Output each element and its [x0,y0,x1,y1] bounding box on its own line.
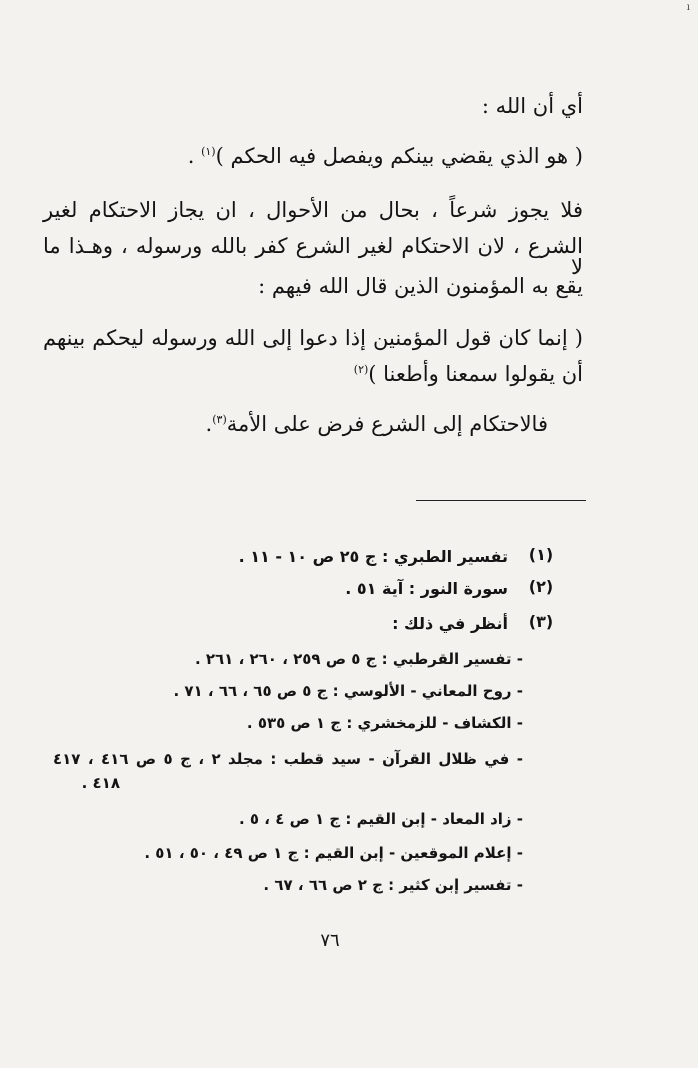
footnote-1: تفسير الطبري : ج ٢٥ ص ١٠ - ١١ . [238,547,508,566]
conclusion-text: فالاحتكام إلى الشرع فرض على الأمة [226,412,548,436]
quran-quote-2-end: أن يقولوا سمعنا وأطعنا ) [368,362,583,386]
footnote-ref-2: (٢) [353,363,369,376]
corner-tick-mark: ı [686,2,690,13]
body-line-1: أي أن الله : [481,94,583,118]
footnote-3-source-3: - الكشاف - للزمخشري : ج ١ ص ٥٣٥ . [246,714,523,732]
body-line-3: فلا يجوز شرعاً ، بحال من الأحوال ، ان يجاز الاحتكام لغير [43,198,583,222]
body-line-8-end: . [205,412,213,436]
footnote-ref-3: (٣) [212,413,227,426]
body-line-8 [206,414,548,435]
footnote-number-2: (٢) [528,577,554,596]
body-line-2-end: . [187,144,202,168]
page-number: ٧٦ [320,930,340,951]
footnote-3-source-6: - إعلام الموقعين - إبن القيم : ج ١ ص ٤٩ ، ٥٠ ، ٥١ . [144,844,523,862]
footnote-3-source-1: - تفسير القرطبي : ج ٥ ص ٢٥٩ ، ٢٦٠ ، ٢٦١ . [194,650,523,668]
body-line-6: ( إنما كان قول المؤمنين إذا دعوا إلى الله ورسوله ليحكم بينهم [43,326,583,350]
footnote-number-3: (٣) [528,612,554,631]
footnote-3-source-2: - روح المعاني - الألوسي : ج ٥ ص ٦٥ ، ٦٦ ، ٧١ . [173,682,523,700]
footnote-2: سورة النور : آية ٥١ . [345,579,508,598]
body-line-4: الشرع ، لان الاحتكام لغير الشرع كفر بالله ورسوله ، وهـذا ما لا [43,234,583,279]
body-line-5: يقع به المؤمنون الذين قال الله فيهم : [258,274,583,298]
body-line-7 [354,364,583,385]
footnote-separator [416,500,586,501]
body-line-2 [188,146,583,167]
footnote-number-1: (١) [528,545,554,564]
footnote-3-source-5: - زاد المعاد - إبن القيم : ج ١ ص ٤ ، ٥ . [238,810,523,828]
footnote-3: أنظر في ذلك : [392,614,508,633]
quran-quote-1: ( هو الذي يقضي بينكم ويفصل فيه الحكم ) [215,144,583,168]
footnote-ref-1: (١) [201,145,216,158]
footnote-3-source-4-cont: ٤١٨ . [81,774,120,792]
footnote-3-source-4: - في ظلال القرآن - سيد قطب : مجلد ٢ ، ج ٥ ص ٤١٦ ، ٤١٧ [53,750,523,768]
footnote-3-source-7: - تفسير إبن كثير : ج ٢ ص ٦٦ ، ٦٧ . [263,876,523,894]
